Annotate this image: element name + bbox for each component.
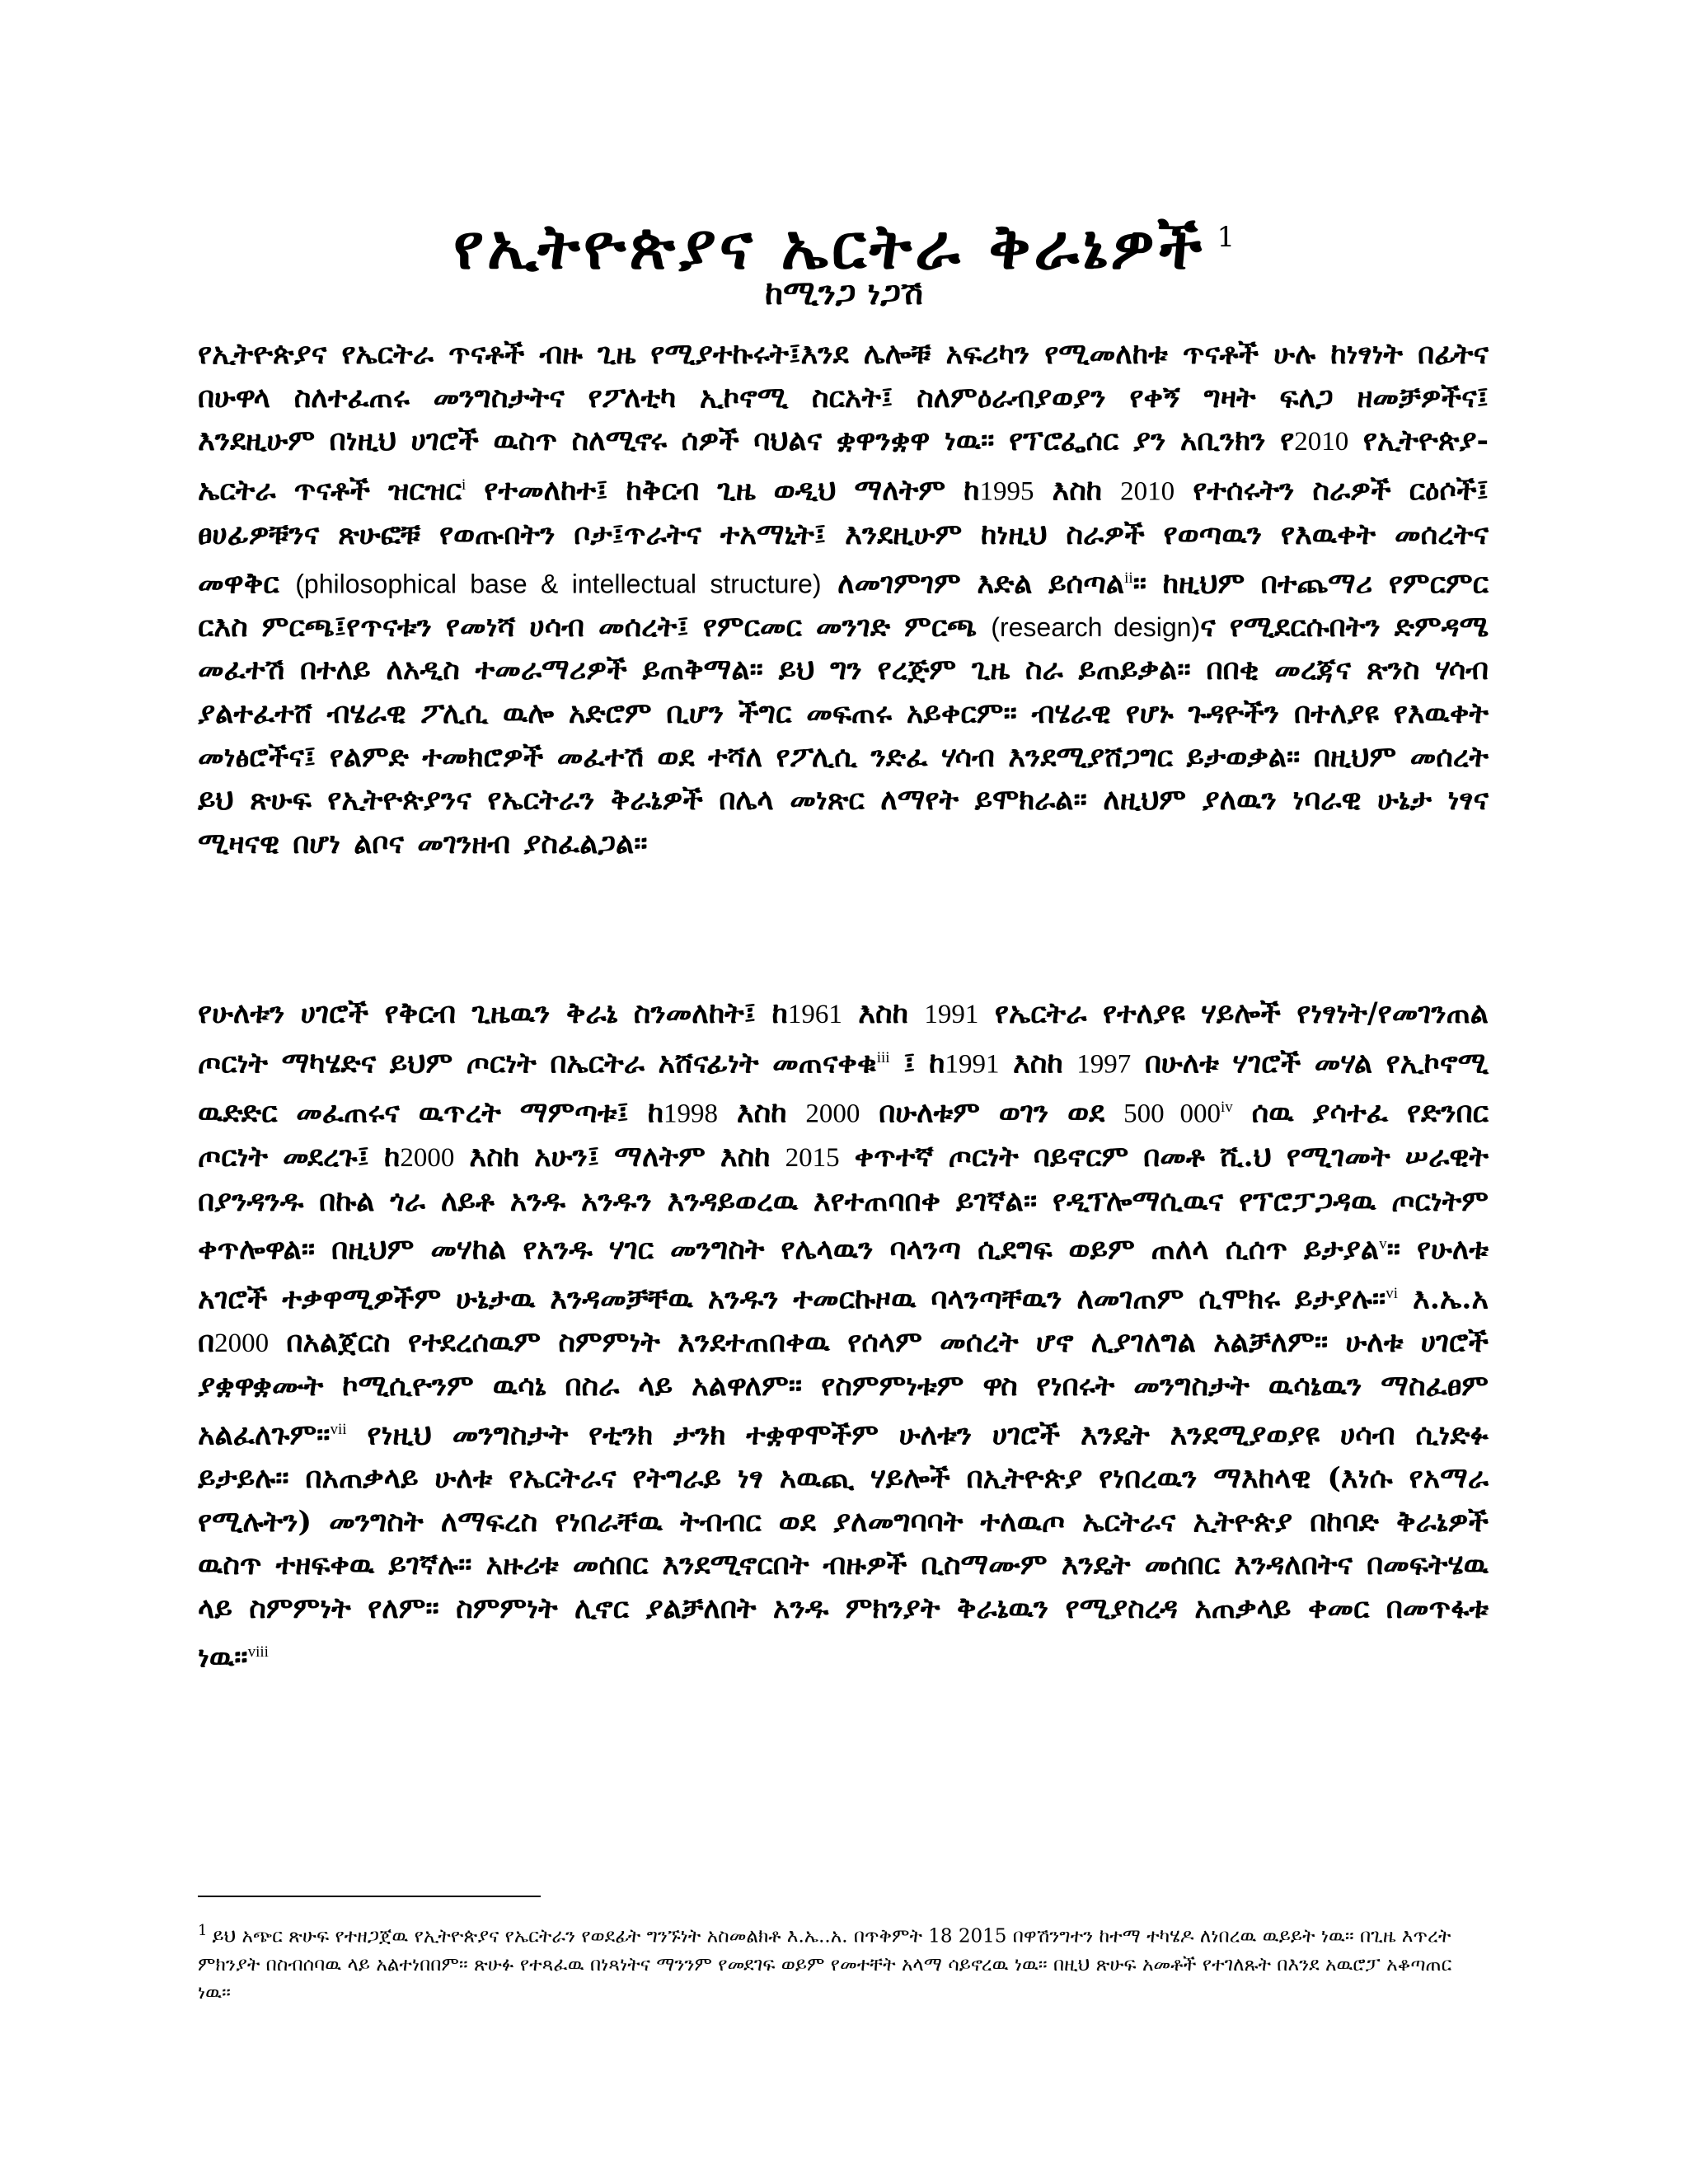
- p1-year: 2010: [1294, 427, 1349, 457]
- endnote-marker: viii: [247, 1643, 269, 1661]
- p2-text: በሁለቱ ሃገሮች መሃል የኢኮኖሚ ዉድድር መፈጠሩና ዉጥረት ማምጣቱ፤ ከ: [198, 1046, 1489, 1130]
- footnote: [198, 1917, 1489, 2007]
- p2-number: 500 000: [1123, 1099, 1221, 1129]
- footnote-marker: 1: [198, 1922, 208, 1939]
- p1-text: እስከ: [1034, 473, 1121, 508]
- endnote-marker: vi: [1386, 1284, 1399, 1302]
- title-footnote-marker: 1: [1217, 221, 1236, 254]
- title-text: የኢትዮጵያና ኤርትራ ቅራኔዎች: [452, 209, 1206, 284]
- body-paragraph-2: [198, 992, 1489, 1680]
- p1-text: ። ከዚህም በተጨማሪ የምርምር ርእስ ምርጫ፤የጥናቱን የመነሻ ሀሳብ መሰረት፤ የምርመር መንገድ ምርጫ: [198, 566, 1489, 644]
- p2-number: 1991: [945, 1049, 1000, 1080]
- p2-text: የነዚህ መንግስታት የቲንክ ታንክ ተቋዋሞችም ሁለቱን ሀገሮች እንዴት እንደሚያወያዩ ሀሳብ ሲነድፉ ይታይሉ። በአጠቃላይ ሁለቱ የኤርትራና የትግራይ ነፃ አዉጪ ሃይሎች በኢትዮጵያ የነበረዉን ማእከላዊ (እነሱ የአማራ የሚሉትን) መንግስት ለማፍረስ የነበራቸዉ ትብብር ወደ ያለመግባባት ተለዉጦ ኤርትራና ኢትዮጵያ በከባድ ቅራኔዎች ዉስጥ ተዘፍቀዉ ይገኛሉ። አዙሪቱ መሰበር እንደሚኖርበት ብዙዎች ቢስማሙም እንዴት መሰበር እንዳለበትና በመፍትሄዉ ላይ ስምምነት የለም። ስምምነት ሊኖር ያልቻለበት አንዱ ምክንያት ቅራኔዉን የሚያስረዳ አጠቃላይ ቀመር በመጥፋቱ ነዉ።: [198, 1418, 1489, 1675]
- p2-text: እስከ: [842, 996, 925, 1030]
- p2-number: 2000: [400, 1143, 455, 1174]
- p2-text: እስከ አሁን፤ ማለትም እስከ: [454, 1140, 785, 1174]
- endnote-marker: ii: [1124, 569, 1133, 587]
- p2-number: 1998: [663, 1099, 719, 1129]
- p2-text: እስከ: [718, 1095, 806, 1130]
- footnote-text: ይህ አጭር ጽሁፍ የተዘጋጀዉ የኢትዮጵያና የኤርትራን የወደፊት ግንኙነት አስመልክቶ እ.ኤ..አ. በጥቅምት 18 2015 በዋሽንግተን ከተማ ተካሄዶ ለነበረዉ ዉይይት ነዉ። በጊዜ እጥረት ምክንያት በስብሰባዉ ላይ አልተነበበም። ጽሁፉ የተጻፈዉ በነጻነትና ማንንም የመደገፍ ወይም የመተቸት አላማ ሳይኖረዉ ነዉ። በዚህ ጽሁፍ አመቶች የተገለጹት በእንደ አዉሮፓ አቆጣጠር ነዉ።: [198, 1925, 1452, 2004]
- p2-text: ቀጥተኛ ጦርነት ባይኖርም በመቶ ሺ.ህ የሚገመት ሠራዊት በያንዳንዱ በኩል ጎራ ለይቶ አንዱ አንዱን እንዳይወረዉ እየተጠባበቀ ይገኛል። የዲፕሎማሲዉና የፕሮፓጋዳዉ ጦርነትም ቀጥሎዋል። በዚህም መሃከል የአንዱ ሃገር መንግስት የሌላዉን ባላንጣ ሲደግፍ ወይም ጠለላ ሲሰጥ ይታያል: [198, 1140, 1489, 1267]
- body-paragraph-1: [198, 333, 1489, 865]
- p2-text: ። የሁለቱ አገሮች ተቃዋሚዎችም ሁኔታዉ እንዳመቻቸዉ አንዱን ተመርኩዞዉ ባላንጣቸዉን ለመገጠም ሲሞክሩ ይታያሉ።: [198, 1232, 1489, 1316]
- footnote-separator: [198, 1896, 541, 1897]
- p2-number: 1991: [924, 1000, 979, 1029]
- p1-text: የኢትዮጵያና የኤርትራ ጥናቶች ብዙ ጊዜ የሚያተኩሩት፤እንደ ሌሎቹ አፍሪካን የሚመለከቱ ጥናቶች ሁሉ ከነፃነት በፊትና በሁዋላ ስለተፈጠሩ መንግስታትና የፖለቲካ ኢኮኖሚ ስርአት፤ ስለምዕራብያወያን የቀኝ ግዛት ፍለጋ ዘመቻዎችና፤ እንደዚሁም በነዚህ ሀገሮች ዉስጥ ስለሚኖሩ ሰዎች ባህልና ቋዋንቋዋ ነዉ። የፕሮፌሰር ያን አቢንክን የ: [198, 337, 1489, 458]
- endnote-marker: iii: [876, 1048, 890, 1066]
- p1-text: ና የሚደርሱበትን ድምዳሜ መፈተሽ በተለይ ለአዲስ ተመራማሪዎች ይጠቅማል። ይህ ግን የረጅም ጊዜ ስራ ይጠይቃል። በበቂ መረጃና ጽንስ ሃሳብ ያልተፈተሸ ብሄራዊ ፖሊሲ ዉሎ አድሮም ቢሆን ችግር መፍጠሩ አይቀርም። ብሄራዊ የሆኑ ጉዳዮችን በተለያዩ የእዉቀት መነፅሮችና፤ የልምድ ተመክሮዎች መፈተሽ ወደ ተሻለ የፖሊሲ ንድፈ ሃሳብ እንደሚያሸጋግር ይታወቃል። በዚህም መሰረት ይህ ጽሁፍ የኢትዮጵያንና የኤርትራን ቅራኔዎች በሌላ መነጽር ለማየት ይሞክራል። ለዚህም ያለዉን ነባራዊ ሁኔታ ነፃና ሚዛናዊ በሆነ ልቦና መገንዘብ ያስፈልጋል።: [198, 609, 1489, 860]
- p2-number: 1997: [1076, 1049, 1132, 1080]
- p2-text: ሰዉ ያሳተፈ የድንበር ጦርነት መደረጉ፤ ከ: [198, 1095, 1489, 1174]
- p2-text: በአልጀርስ የተደረሰዉም ስምምነት እንደተጠበቀዉ የሰላም መሰረት ሆኖ ሊያገለግል አልቻለም። ሁለቱ ሀገሮች ያቋዋቋሙት ኮሚሲዮንም ዉሳኔ በስራ ላይ አልዋለም። የስምምነቱም ዋስ የነበሩት መንግስታት ዉሳኔዉን ማስፈፀም አልፈለጉም።: [198, 1324, 1489, 1452]
- endnote-marker: iv: [1221, 1098, 1233, 1116]
- p1-text: የኢትዮጵያ-ኤርትራ ጥናቶች ዝርዝር: [198, 424, 1489, 508]
- p2-text: የኤርትራ የተለያዩ ሃይሎች የነፃነት/የመገንጠል ጦርነት ማካሄድና ይህም ጦርነት በኤርትራ አሸናፊነት መጠናቀቁ: [198, 996, 1489, 1080]
- p1-english-term: (research design): [991, 612, 1201, 642]
- p1-text: የተሰሩትን ስራዎች ርዕሶች፤ ፀሀፊዎቹንና ጽሁፎቹ የወጡበትን ቦታ፤ጥራትና ተአማኒት፤ እንደዚሁም ከነዚህ ስራዎች የወጣዉን የእዉቀት መሰረትና መዋቅር: [198, 473, 1489, 601]
- p1-text: ለመገምገም እድል ይሰጣል: [821, 566, 1125, 601]
- author-name: ከሚንጋ ነጋሽ: [765, 274, 923, 312]
- p2-number: 2000: [214, 1328, 270, 1358]
- p2-text: የሁለቱን ሀገሮች የቅርብ ጊዜዉን ቅራኔ ስንመለከት፤ ከ: [198, 996, 788, 1030]
- p1-year: 2010: [1120, 476, 1175, 507]
- p2-text: ፤ ከ: [889, 1046, 945, 1080]
- p2-number: 1961: [787, 1000, 842, 1029]
- p2-number: 2000: [805, 1099, 860, 1129]
- endnote-marker: v: [1379, 1235, 1387, 1254]
- p2-text: እስከ: [999, 1046, 1077, 1080]
- endnote-marker: i: [461, 476, 467, 494]
- p1-year: 1995: [979, 476, 1034, 507]
- p2-text: እ.ኤ.አ በ: [198, 1282, 1489, 1359]
- p1-text: የተመለከተ፤ ከቅርብ ጊዜ ወዲህ ማለትም ከ: [466, 473, 980, 508]
- p2-text: በሁለቱም ወገን ወደ: [860, 1095, 1124, 1130]
- endnote-marker: vii: [330, 1420, 347, 1438]
- p2-number: 2015: [785, 1143, 840, 1174]
- p1-english-term: (philosophical base & intellectual structure): [295, 569, 822, 599]
